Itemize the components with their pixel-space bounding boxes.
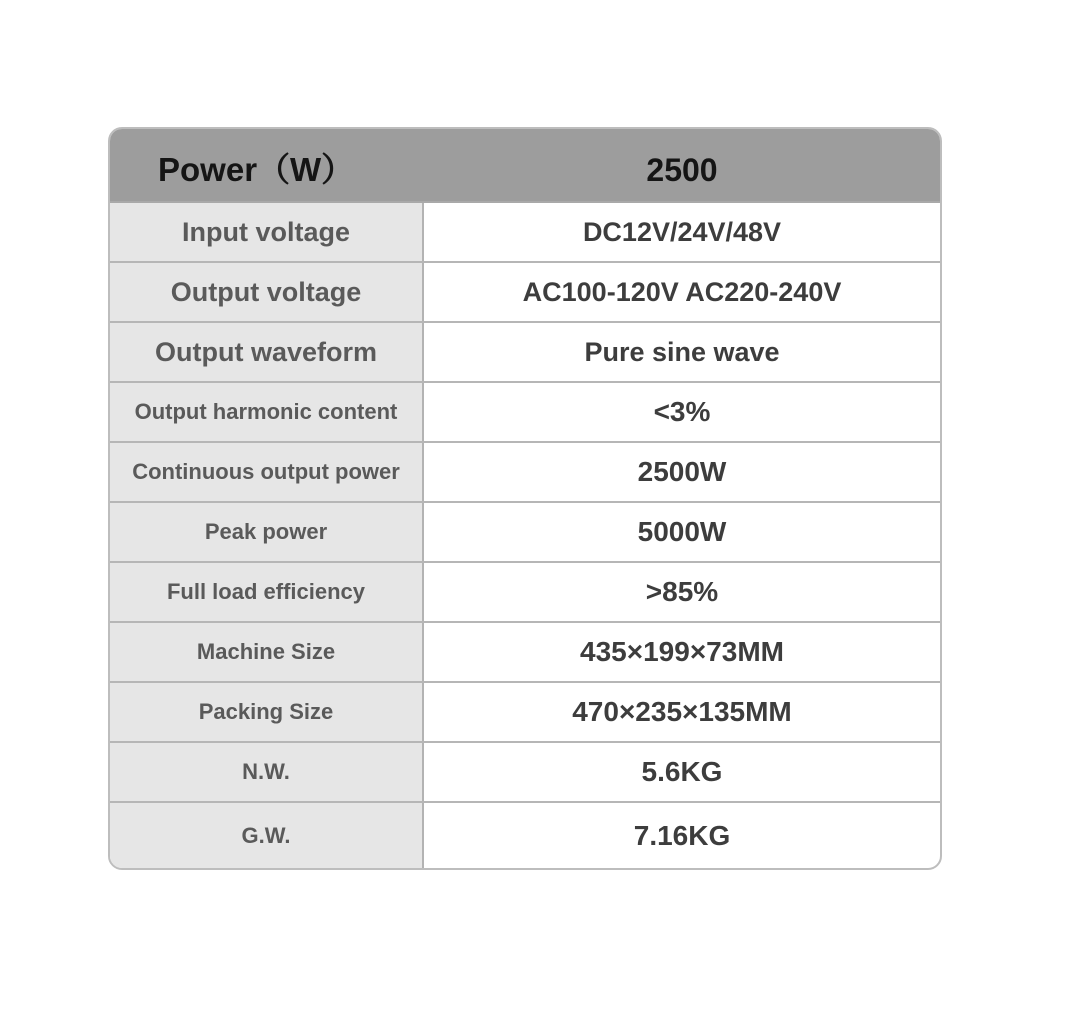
row-value-machine-size: 435×199×73MM	[580, 636, 784, 667]
table-row	[110, 503, 940, 563]
table-row	[110, 263, 940, 323]
row-value-packing-size: 470×235×135MM	[572, 696, 792, 727]
row-value-net-weight: 5.6KG	[641, 756, 723, 787]
table-row	[110, 803, 940, 868]
header-label: Power（W）	[158, 151, 355, 188]
row-value-continuous-output-power: 2500W	[637, 456, 727, 487]
row-label-input-voltage: Input voltage	[110, 203, 424, 261]
table-row	[110, 683, 940, 743]
row-value-full-load-efficiency: >85%	[645, 576, 719, 607]
spec-table	[108, 127, 942, 870]
row-value-input-voltage: DC12V/24V/48V	[582, 216, 782, 247]
row-label-peak-power: Peak power	[110, 503, 424, 561]
row-value-output-harmonic-content: <3%	[653, 396, 711, 427]
row-label-packing-size: Packing Size	[110, 683, 424, 741]
table-row	[110, 203, 940, 263]
table-row	[110, 383, 940, 443]
row-label-output-voltage: Output voltage	[110, 263, 424, 321]
row-value-output-waveform: Pure sine wave	[584, 336, 780, 367]
row-label-machine-size: Machine Size	[110, 623, 424, 681]
row-label-net-weight: N.W.	[110, 743, 424, 801]
row-label-output-harmonic-content: Output harmonic content	[110, 383, 424, 441]
header-value: 2500	[646, 152, 718, 188]
table-header-row	[110, 129, 940, 203]
row-label-gross-weight: G.W.	[110, 803, 424, 868]
row-label-continuous-output-power: Continuous output power	[110, 443, 424, 501]
table-row	[110, 443, 940, 503]
table-body	[110, 203, 940, 868]
table-row	[110, 563, 940, 623]
table-row	[110, 743, 940, 803]
table-row	[110, 323, 940, 383]
row-label-full-load-efficiency: Full load efficiency	[110, 563, 424, 621]
row-value-gross-weight: 7.16KG	[633, 819, 731, 851]
row-label-output-waveform: Output waveform	[110, 323, 424, 381]
row-value-peak-power: 5000W	[637, 516, 727, 547]
row-value-output-voltage: AC100-120V AC220-240V	[522, 276, 842, 307]
table-row	[110, 623, 940, 683]
